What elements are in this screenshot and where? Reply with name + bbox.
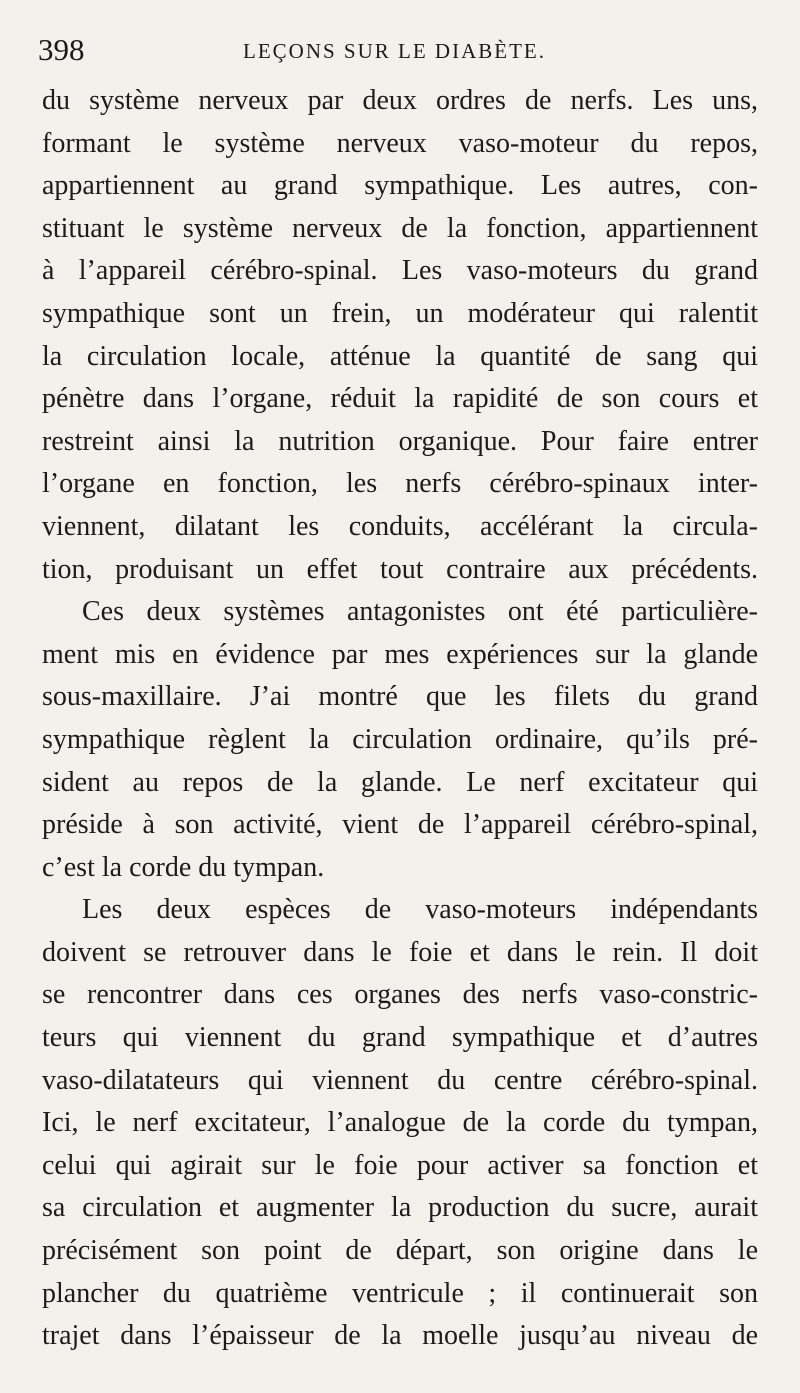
text-line: tion, produisant un effet tout contraire aux précédents. [42, 553, 758, 585]
text-line: plancher du quatrième ventricule ; il continuerait son [42, 1277, 758, 1309]
text-line: formant le système nerveux vaso-moteur du repos, [42, 127, 758, 159]
text-line: ment mis en évidence par mes expériences sur la glande [42, 638, 758, 670]
text-line: préside à son activité, vient de l’appareil cérébro-spinal, [42, 809, 758, 841]
paragraph-3 [42, 889, 758, 1358]
text-line: sa circulation et augmenter la production du sucre, aurait [42, 1192, 758, 1224]
text-line: Ces deux systèmes antagonistes ont été particulière- [82, 596, 758, 628]
text-line: Les deux espèces de vaso-moteurs indépendants [82, 894, 758, 926]
page-number: 398 [38, 32, 85, 67]
text-line: l’organe en fonction, les nerfs cérébro-spinaux inter- [42, 468, 758, 500]
text-line: viennent, dilatant les conduits, accélérant la circula- [42, 510, 758, 542]
paragraph-1 [42, 80, 758, 591]
text-line: à l’appareil cérébro-spinal. Les vaso-moteurs du grand [42, 255, 758, 287]
text-line: celui qui agirait sur le foie pour activer sa fonction et [42, 1149, 758, 1181]
text-line: Ici, le nerf excitateur, l’analogue de la corde du tympan, [42, 1107, 758, 1139]
running-title: LEÇONS SUR LE DIABÈTE. [243, 39, 546, 63]
text-line: doivent se retrouver dans le foie et dans le rein. Il doit [42, 936, 758, 968]
text-line: c’est la corde du tympan. [42, 851, 325, 883]
text-line: sous-maxillaire. J’ai montré que les filets du grand [42, 681, 758, 713]
text-line: trajet dans l’épaisseur de la moelle jusqu’au niveau de [42, 1320, 758, 1352]
text-line: pénètre dans l’organe, réduit la rapidité de son cours et [42, 383, 758, 415]
text-line: restreint ainsi la nutrition organique. Pour faire entrer [42, 425, 758, 457]
text-line: sident au repos de la glande. Le nerf excitateur qui [42, 766, 758, 798]
text-line: vaso-dilatateurs qui viennent du centre cérébro-spinal. [42, 1064, 758, 1096]
text-line: sympathique sont un frein, un modérateur qui ralentit [42, 297, 758, 329]
paragraph-2 [42, 591, 758, 889]
text-line: du système nerveux par deux ordres de nerfs. Les uns, [42, 85, 758, 116]
text-line: teurs qui viennent du grand sympathique et d’autres [42, 1022, 758, 1054]
text-line: stituant le système nerveux de la fonction, appartiennent [42, 212, 758, 244]
text-line: la circulation locale, atténue la quantité de sang qui [42, 340, 758, 372]
text-line: appartiennent au grand sympathique. Les autres, con- [42, 170, 758, 202]
text-line: précisément son point de départ, son origine dans le [42, 1235, 758, 1267]
body-text [42, 80, 758, 1358]
page-header [38, 30, 758, 70]
text-line: se rencontrer dans ces organes des nerfs vaso-constric- [42, 979, 758, 1011]
text-line: sympathique règlent la circulation ordinaire, qu’ils pré- [42, 723, 758, 755]
